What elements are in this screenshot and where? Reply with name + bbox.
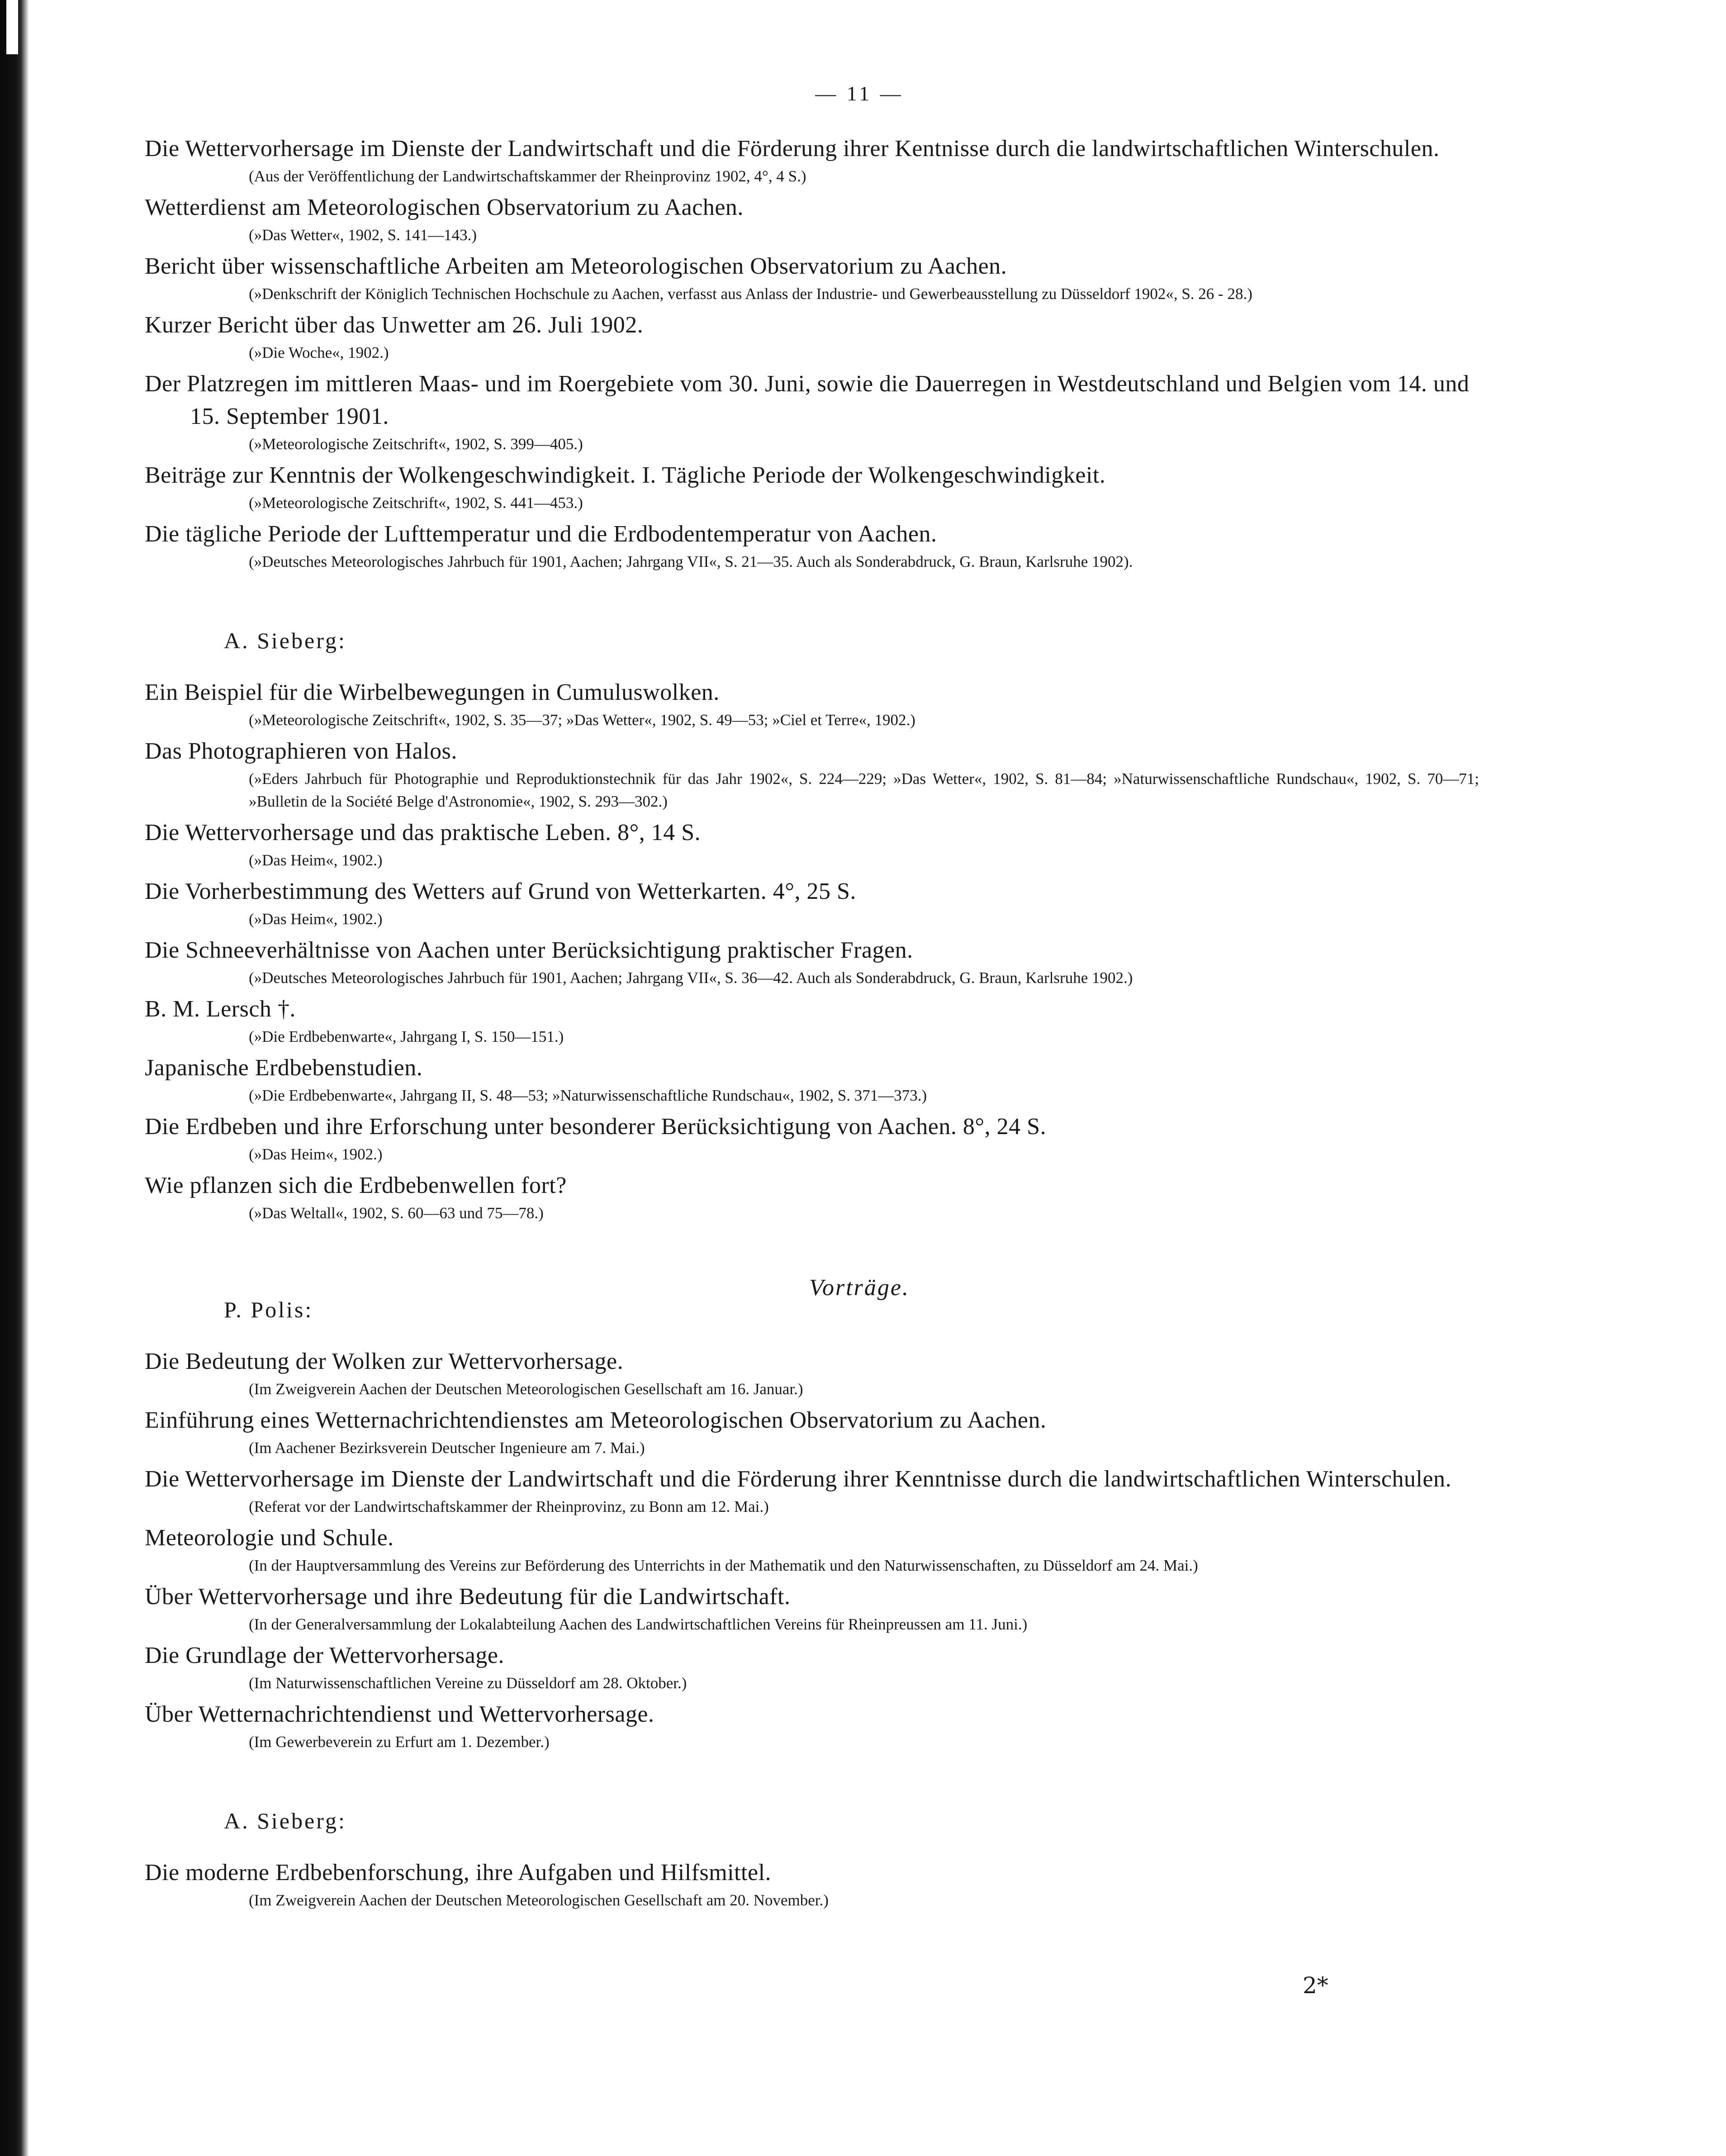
entry-reference: (»Deutsches Meteorologisches Jahrbuch für 1901, Aachen; Jahrgang VII«, S. 36—42. Auch als Sonderabdruck, G. Braun, Karlsruhe 1902.) xyxy=(249,969,1133,987)
entry-reference: (»Meteorologische Zeitschrift«, 1902, S. 399—405.) xyxy=(249,435,583,453)
entry-reference: (»Das Heim«, 1902.) xyxy=(249,910,383,928)
entry-reference: (In der Generalversammlung der Lokalabteilung Aachen des Landwirtschaftlichen Vereins für Rheinpreussen am 11. Juni.) xyxy=(249,1615,1028,1633)
entry-title: Die Bedeutung der Wolken zur Wettervorhersage. xyxy=(145,1349,624,1374)
entry-reference: (»Meteorologische Zeitschrift«, 1902, S. 35—37; »Das Wetter«, 1902, S. 49—53; »Ciel et Terre«, 1902.) xyxy=(249,711,915,729)
list-item xyxy=(145,459,1479,514)
entry-reference: (In der Hauptversammlung des Vereins zur Beförderung des Unterrichts in der Mathematik und den Naturwissenschaften, zu Düsseldorf am 24. Mai.) xyxy=(249,1557,1198,1574)
entry-title: Bericht über wissenschaftliche Arbeiten am Meteorologischen Observatorium zu Aachen. xyxy=(145,253,1007,279)
list-item xyxy=(145,518,1479,573)
author-heading-sieberg-lectures: A. Sieberg: xyxy=(224,1808,346,1833)
entry-title: Die Vorherbestimmung des Wetters auf Grund von Wetterkarten. 4°, 25 S. xyxy=(145,879,856,904)
entry-title: Die moderne Erdbebenforschung, ihre Aufgaben und Hilfsmittel. xyxy=(145,1860,772,1885)
entry-title: Meteorologie und Schule. xyxy=(145,1525,394,1551)
list-item xyxy=(145,1522,1479,1577)
entry-reference: (»Das Heim«, 1902.) xyxy=(249,851,383,869)
entry-title: Über Wetternachrichtendienst und Wettervorhersage. xyxy=(145,1701,654,1727)
list-item xyxy=(145,191,1479,247)
entry-reference: (»Die Woche«, 1902.) xyxy=(249,344,389,361)
entry-reference: (»Das Weltall«, 1902, S. 60—63 und 75—78.) xyxy=(249,1204,544,1222)
list-item xyxy=(145,250,1479,305)
sheet-signature-mark: 2* xyxy=(1303,1972,1328,1999)
entry-title: Die Wettervorhersage im Dienste der Landwirtschaft und die Förderung ihrer Kentnisse durch die landwirtschaftlichen Winterschulen. xyxy=(145,136,1440,161)
entry-reference: (Aus der Veröffentlichung der Landwirtschaftskammer der Rheinprovinz 1902, 4°, 4 S.) xyxy=(249,167,806,185)
entry-title: Wie pflanzen sich die Erdbebenwellen fort? xyxy=(145,1173,567,1198)
lecture-list-sieberg xyxy=(145,1857,1479,1912)
entry-title: Ein Beispiel für die Wirbelbewegungen in Cumuluswolken. xyxy=(145,679,720,705)
publication-list-polis xyxy=(145,133,1479,573)
document-page xyxy=(145,81,1479,1915)
list-item xyxy=(145,133,1479,188)
section-heading-vortraege: Vorträge. xyxy=(809,1275,910,1301)
scan-binding-edge xyxy=(0,0,29,2156)
entry-title: Wetterdienst am Meteorologischen Observatorium zu Aachen. xyxy=(145,195,744,220)
entry-title: Die Erdbeben und ihre Erforschung unter besonderer Berücksichtigung von Aachen. 8°, 24 S. xyxy=(145,1114,1047,1140)
entry-reference: (»Deutsches Meteorologisches Jahrbuch für 1901, Aachen; Jahrgang VII«, S. 21—35. Auch als Sonderabdruck, G. Braun, Karlsruhe 1902). xyxy=(249,553,1133,570)
entry-reference: (Im Gewerbeverein zu Erfurt am 1. Dezember.) xyxy=(249,1733,550,1751)
entry-title: Beiträge zur Kenntnis der Wolkengeschwindigkeit. I. Tägliche Periode der Wolkengeschwindigkeit. xyxy=(145,462,1106,488)
entry-title: Das Photographieren von Halos. xyxy=(145,738,457,764)
list-item xyxy=(145,934,1479,989)
list-item xyxy=(145,1404,1479,1459)
entry-reference: (»Denkschrift der Königlich Technischen Hochschule zu Aachen, verfasst aus Anlass der Industrie- und Gewerbeausstellung zu Düsseldorf 1902«, S. 26 - 28.) xyxy=(249,285,1252,303)
list-item xyxy=(145,1698,1479,1753)
entry-reference: (Referat vor der Landwirtschaftskammer der Rheinprovinz, zu Bonn am 12. Mai.) xyxy=(249,1498,769,1515)
entry-title: B. M. Lersch †. xyxy=(145,996,296,1022)
entry-reference: (Im Zweigverein Aachen der Deutschen Meteorologischen Gesellschaft am 20. November.) xyxy=(249,1891,829,1909)
list-item xyxy=(145,875,1479,931)
entry-reference: (»Eders Jahrbuch für Photographie und Reproduktionstechnik für das Jahr 1902«, S. 224—229; »Das Wetter«, 1902, S. 81—84; »Naturwissenschaftliche Rundschau«, 1902, S. 70—71; »Bulletin de la Société Belge d'Astronomie«, 1902, S. 293—302.) xyxy=(249,770,1479,810)
list-item xyxy=(145,735,1479,813)
entry-title: Die Wettervorhersage und das praktische Leben. 8°, 14 S. xyxy=(145,820,701,845)
author-heading-polis: P. Polis: xyxy=(224,1297,313,1322)
list-item xyxy=(145,1639,1479,1695)
lecture-list-polis xyxy=(145,1345,1479,1753)
list-item xyxy=(145,1857,1479,1912)
list-item xyxy=(145,817,1479,872)
list-item xyxy=(145,1052,1479,1107)
author-heading-sieberg: A. Sieberg: xyxy=(224,628,346,653)
scan-edge-notch xyxy=(6,0,18,54)
list-item xyxy=(145,309,1479,364)
publication-list-sieberg xyxy=(145,676,1479,1225)
list-item xyxy=(145,368,1479,456)
entry-title: Kurzer Bericht über das Unwetter am 26. Juli 1902. xyxy=(145,312,644,338)
entry-title: Der Platzregen im mittleren Maas- und im Roergebiete vom 30. Juni, sowie die Dauerregen in Westdeutschland und Belgien vom 14. und 15. September 1901. xyxy=(145,371,1470,429)
entry-reference: (»Die Erdbebenwarte«, Jahrgang II, S. 48—53; »Naturwissenschaftliche Rundschau«, 1902, S. 371—373.) xyxy=(249,1087,927,1104)
entry-reference: (Im Zweigverein Aachen der Deutschen Meteorologischen Gesellschaft am 16. Januar.) xyxy=(249,1380,803,1398)
page-number: — 11 — xyxy=(815,82,904,105)
entry-title: Die Wettervorhersage im Dienste der Landwirtschaft und die Förderung ihrer Kenntnisse durch die landwirtschaftlichen Winterschulen. xyxy=(145,1466,1451,1492)
entry-reference: (»Die Erdbebenwarte«, Jahrgang I, S. 150—151.) xyxy=(249,1028,564,1045)
entry-reference: (»Das Wetter«, 1902, S. 141—143.) xyxy=(249,226,477,244)
entry-reference: (Im Aachener Bezirksverein Deutscher Ingenieure am 7. Mai.) xyxy=(249,1439,645,1457)
list-item xyxy=(145,1345,1479,1401)
entry-title: Die Grundlage der Wettervorhersage. xyxy=(145,1643,504,1668)
entry-reference: (Im Naturwissenschaftlichen Vereine zu Düsseldorf am 28. Oktober.) xyxy=(249,1674,687,1692)
entry-reference: (»Meteorologische Zeitschrift«, 1902, S. 441—453.) xyxy=(249,494,583,512)
list-item xyxy=(145,676,1479,731)
entry-title: Japanische Erdbebenstudien. xyxy=(145,1055,423,1081)
list-item xyxy=(145,1169,1479,1225)
list-item xyxy=(145,1111,1479,1166)
list-item xyxy=(145,1581,1479,1636)
list-item xyxy=(145,1463,1479,1518)
entry-title: Über Wettervorhersage und ihre Bedeutung für die Landwirtschaft. xyxy=(145,1584,791,1610)
entry-title: Einführung eines Wetternachrichtendienstes am Meteorologischen Observatorium zu Aachen. xyxy=(145,1407,1047,1433)
entry-title: Die tägliche Periode der Lufttemperatur und die Erdbodentemperatur von Aachen. xyxy=(145,521,937,547)
entry-title: Die Schneeverhältnisse von Aachen unter Berücksichtigung praktischer Fragen. xyxy=(145,937,913,963)
list-item xyxy=(145,993,1479,1048)
entry-reference: (»Das Heim«, 1902.) xyxy=(249,1145,383,1163)
